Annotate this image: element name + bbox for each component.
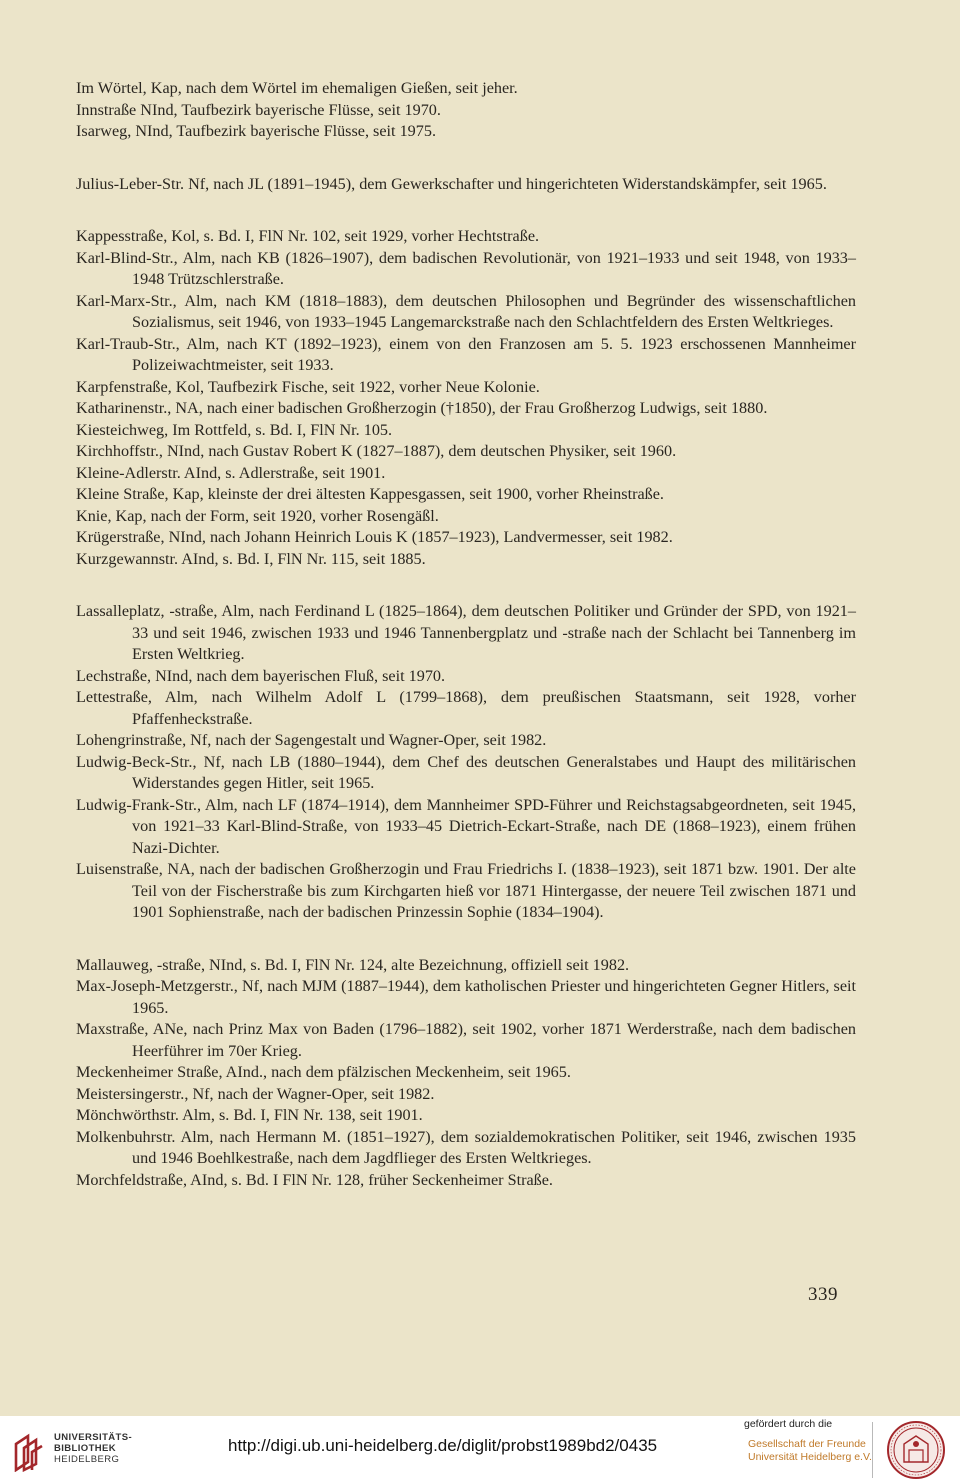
street-entry: Meistersingerstr., Nf, nach der Wagner-Oper, seit 1982. <box>76 1084 435 1103</box>
ub-heidelberg-logo-icon[interactable] <box>10 1432 48 1472</box>
street-entry: Kirchhoffstr., NInd, nach Gustav Robert K (1827–1887), dem deutschen Physiker, seit 1960. <box>76 442 677 460</box>
street-entry: Katharinenstr., NA, nach einer badischen Großherzogin (†1850), der Frau Großherzog Ludwigs, seit 1880. <box>76 399 768 417</box>
street-entry: Kleine Straße, Kap, kleinste der drei ältesten Kappesgassen, seit 1900, vorher Rheinstraße. <box>76 485 664 503</box>
street-entry: Knie, Kap, nach der Form, seit 1920, vorher Rosengäßl. <box>76 506 439 525</box>
street-index-text <box>76 78 856 1222</box>
street-entry: Mönchwörthstr. Alm, s. Bd. I, FlN Nr. 138, seit 1901. <box>76 1106 423 1124</box>
footer-divider <box>872 1422 873 1478</box>
street-entry: Molkenbuhrstr. Alm, nach Hermann M. (1851–1927), dem sozialdemokratischen Politiker, seit 1946, zwischen 1935 und 1946 Boehlkestraße, nach dem Jagdflieger des Ersten Weltkrieges. <box>76 1127 856 1167</box>
street-entry: Lechstraße, NInd, nach dem bayerischen Fluß, seit 1970. <box>76 666 446 685</box>
permalink-url[interactable]: http://digi.ub.uni-heidelberg.de/diglit/probst1989bd2/0435 <box>228 1436 658 1455</box>
street-entry: Im Wörtel, Kap, nach dem Wörtel im ehemaligen Gießen, seit jeher. <box>76 79 518 97</box>
library-name-line: BIBLIOTHEK <box>54 1443 117 1454</box>
street-entry: Maxstraße, ANe, nach Prinz Max von Baden (1796–1882), seit 1902, vorher 1871 Werderstraße, nach dem badischen Heerführer im 70er Krieg. <box>76 1020 856 1060</box>
street-entry: Kappesstraße, Kol, s. Bd. I, FlN Nr. 102, seit 1929, vorher Hechtstraße. <box>76 227 540 245</box>
street-entry: Mallauweg, -straße, NInd, s. Bd. I, FlN Nr. 124, alte Bezeichnung, offiziell seit 1982. <box>76 955 630 974</box>
letter-section <box>76 226 856 570</box>
sponsor-label: gefördert durch die <box>744 1418 833 1430</box>
sponsor-name-line: Gesellschaft der Freunde <box>748 1438 866 1450</box>
street-entry: Ludwig-Beck-Str., Nf, nach LB (1880–1944), dem Chef des deutschen Generalstabes und Haupt des militärischen Widerstandes gegen Hitler, seit 1965. <box>76 752 856 792</box>
street-entry: Lettestraße, Alm, nach Wilhelm Adolf L (1799–1868), dem preußischen Staatsmann, seit 1928, vorher Pfaffenheckstraße. <box>76 688 856 728</box>
street-entry: Max-Joseph-Metzgerstr., Nf, nach MJM (1887–1944), dem katholischen Priester und hingerichteten Gegner Hitlers, seit 1965. <box>76 977 856 1017</box>
letter-section <box>76 174 856 196</box>
library-name-line: UNIVERSITÄTS- <box>54 1432 133 1443</box>
street-entry: Karl-Blind-Str., Alm, nach KB (1826–1907), dem badischen Revolutionär, von 1921–1933 und seit 1948, von 1933–1948 Trützschlerstraße. <box>76 248 856 288</box>
street-entry: Karl-Traub-Str., Alm, nach KT (1892–1923), einem von den Franzosen am 5. 5. 1923 erschossenen Mannheimer Polizeiwachtmeister, seit 1933. <box>76 334 856 374</box>
street-entry: Lohengrinstraße, Nf, nach der Sagengestalt und Wagner-Oper, seit 1982. <box>76 731 547 749</box>
street-entry: Morchfeldstraße, AInd, s. Bd. I FlN Nr. 128, früher Seckenheimer Straße. <box>76 1170 553 1189</box>
page-number: 339 <box>808 1284 838 1305</box>
street-entry: Kleine-Adlerstr. AInd, s. Adlerstraße, seit 1901. <box>76 463 386 482</box>
street-entry: Julius-Leber-Str. Nf, nach JL (1891–1945), dem Gewerkschafter und hingerichteten Widerstandskämpfer, seit 1965. <box>76 174 827 193</box>
street-entry: Meckenheimer Straße, AInd., nach dem pfälzischen Meckenheim, seit 1965. <box>76 1063 571 1081</box>
street-entry: Krügerstraße, NInd, nach Johann Heinrich Louis K (1857–1923), Landvermesser, seit 1982. <box>76 528 673 546</box>
library-name <box>54 1432 132 1465</box>
street-entry: Karl-Marx-Str., Alm, nach KM (1818–1883), dem deutschen Philosophen und Begründer des wissenschaftlichen Sozialismus, seit 1946, von 1933–1945 Langemarckstraße nach den Schlachtfeldern des Ersten Weltkrieges. <box>76 291 856 331</box>
letter-section <box>76 601 856 924</box>
sponsor-name[interactable] <box>748 1438 872 1464</box>
street-entry: Ludwig-Frank-Str., Alm, nach LF (1874–1914), dem Mannheimer SPD-Führer und Reichstagsabgeordneten, seit 1945, von 1921–33 Karl-Blind-Straße, von 1933–45 Dietrich-Eckart-Straße, nach DE (1868–1923), einem frühen Nazi-Dichter. <box>76 795 856 857</box>
street-entry: Kiesteichweg, Im Rottfeld, s. Bd. I, FlN Nr. 105. <box>76 420 393 439</box>
street-entry: Innstraße NInd, Taufbezirk bayerische Flüsse, seit 1970. <box>76 100 441 119</box>
university-seal-icon[interactable] <box>885 1420 947 1480</box>
street-entry: Kurzgewannstr. AInd, s. Bd. I, FlN Nr. 115, seit 1885. <box>76 549 426 568</box>
viewer-footer <box>0 1416 960 1483</box>
sponsor-name-line: Universität Heidelberg e.V. <box>748 1451 872 1463</box>
street-entry: Luisenstraße, NA, nach der badischen Großherzogin und Frau Friedrichs I. (1838–1923), seit 1871 bzw. 1901. Der alte Teil von der Fischerstraße bis zum Kirchgarten hieß vor 1871 Hintergasse, der neuere Teil zwischen 1871 und 1901 Sophienstraße, nach der badischen Prinzessin Sophie (1834–1904). <box>76 860 856 921</box>
letter-section <box>76 955 856 1192</box>
street-entry: Lassalleplatz, -straße, Alm, nach Ferdinand L (1825–1864), dem deutschen Politiker und Gründer der SPD, von 1921–33 und seit 1946, zwischen 1933 und 1946 Tannenbergplatz und -straße nach der Schlacht bei Tannenberg im Ersten Weltkrieg. <box>76 602 856 663</box>
street-entry: Isarweg, NInd, Taufbezirk bayerische Flüsse, seit 1975. <box>76 122 436 140</box>
library-name-line: HEIDELBERG <box>54 1454 120 1465</box>
letter-section <box>76 78 856 143</box>
street-entry: Karpfenstraße, Kol, Taufbezirk Fische, seit 1922, vorher Neue Kolonie. <box>76 377 540 396</box>
